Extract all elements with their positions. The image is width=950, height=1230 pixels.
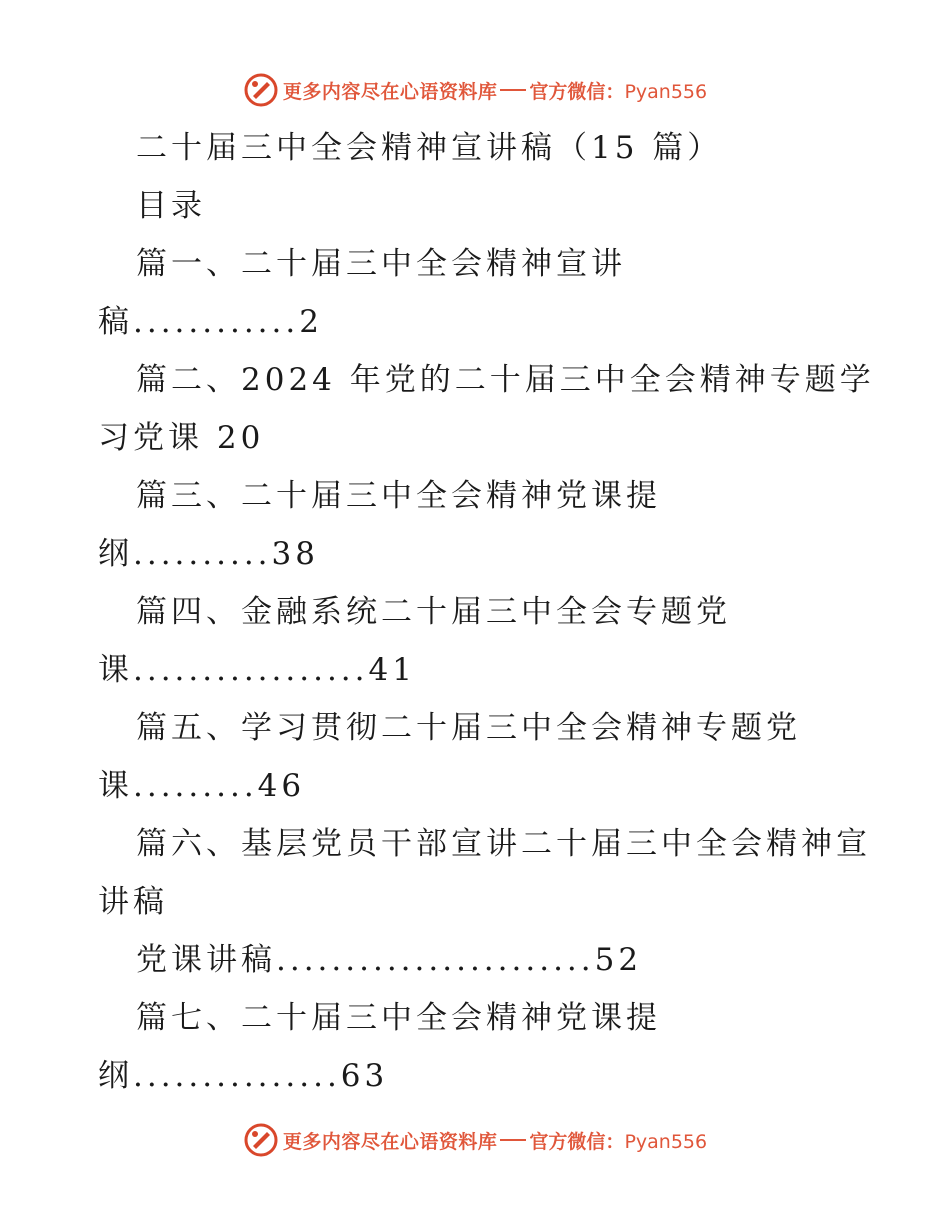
- brand-logo-icon: [243, 72, 279, 108]
- wechat-label: 官方微信：: [529, 1130, 625, 1153]
- brand-logo-icon: [243, 1122, 279, 1158]
- footer-watermark: [0, 1120, 950, 1160]
- toc-line: 习党课 20: [98, 420, 265, 456]
- brand-name: 更多内容尽在心语资料库: [282, 1130, 498, 1153]
- header-watermark: [0, 70, 950, 110]
- wechat-id: Pyan556: [624, 80, 708, 103]
- toc-line: 纲...............63: [98, 1058, 389, 1094]
- toc-line: 课.........46: [98, 768, 306, 804]
- toc-line: 党课讲稿.......................52: [136, 942, 643, 978]
- toc-heading: 目录: [136, 188, 206, 224]
- toc-line: 课.................41: [98, 652, 416, 688]
- wechat-account: [529, 1127, 707, 1154]
- toc-line: 篇四、金融系统二十届三中全会专题党: [136, 594, 731, 630]
- toc-line: 篇六、基层党员干部宣讲二十届三中全会精神宣: [136, 826, 871, 862]
- toc-line: 篇七、二十届三中全会精神党课提: [136, 1000, 661, 1036]
- toc-line: 篇二、2024 年党的二十届三中全会精神专题学: [136, 362, 875, 398]
- wechat-account: [529, 77, 707, 104]
- toc-line: 篇一、二十届三中全会精神宣讲: [136, 246, 626, 282]
- brand-name: 更多内容尽在心语资料库: [282, 80, 498, 103]
- toc-line: 稿............2: [98, 304, 323, 340]
- toc-line: 篇三、二十届三中全会精神党课提: [136, 478, 661, 514]
- wechat-id: Pyan556: [624, 1130, 708, 1153]
- separator-dash: [500, 1139, 526, 1141]
- toc-line: 讲稿: [98, 884, 168, 920]
- document-title: 二十届三中全会精神宣讲稿（15 篇）: [136, 130, 723, 166]
- toc-line: 纲..........38: [98, 536, 319, 572]
- separator-dash: [500, 89, 526, 91]
- wechat-label: 官方微信：: [529, 80, 625, 103]
- toc-line: 篇五、学习贯彻二十届三中全会精神专题党: [136, 710, 801, 746]
